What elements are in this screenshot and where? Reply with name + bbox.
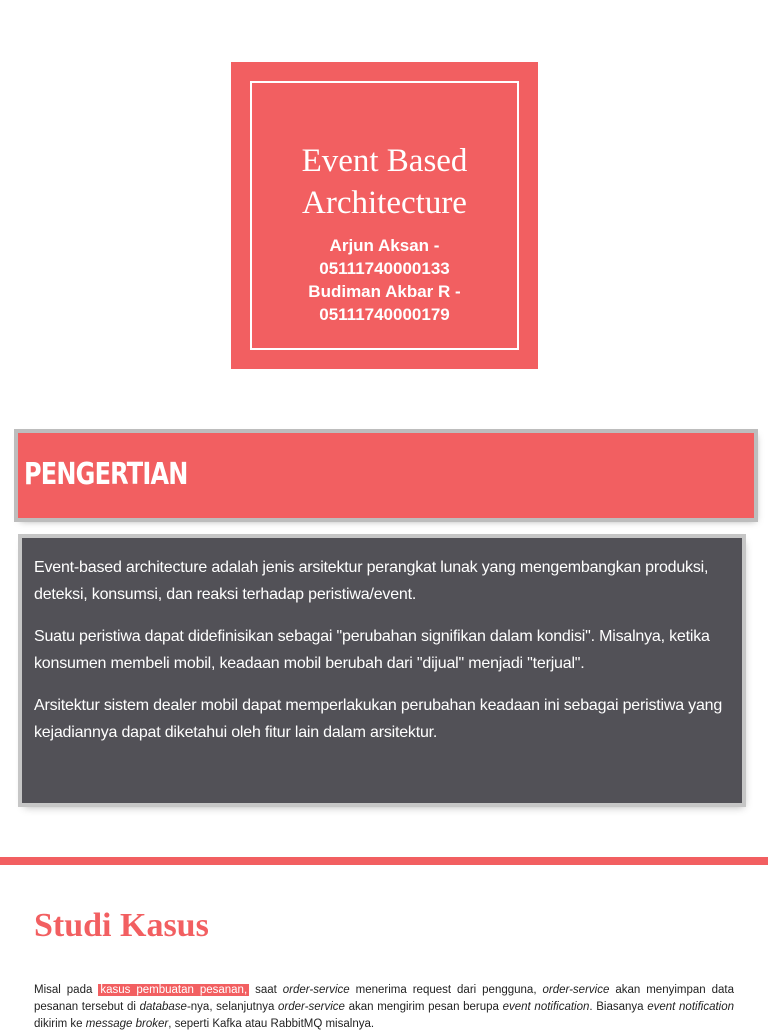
authors [231,234,538,326]
case-text: akan menyimpan data pesanan tersebut di [34,984,734,1013]
case-study-title: Studi Kasus [34,907,209,944]
case-term: order-service [282,984,350,996]
case-term: message broker [85,1018,169,1030]
case-term: event notification [647,1001,735,1013]
definition-paragraph-3: Arsitektur sistem dealer mobil dapat memperlakukan perubahan keadaan ini sebagai peristiwa yang kejadiannya dapat diketahui oleh fitur lain dalam arsitektur. [34,697,723,741]
title-card [231,62,538,369]
document-title [231,140,538,224]
case-text: Misal pada [34,984,99,996]
definition-paragraph-1: Event-based architecture adalah jenis arsitektur perangkat lunak yang mengembangkan produksi, deteksi, konsumsi, dan reaksi terhadap peristiwa/event. [34,559,709,603]
case-text: -nya, selanjutnya [186,1001,279,1013]
case-term: order-service [542,984,610,996]
case-term: database [139,1001,187,1013]
case-text: menerima request dari pengguna, [349,984,543,996]
case-term: order-service [278,1001,345,1013]
case-term: event notification [502,1001,590,1013]
section-header-label: PENGERTIAN [24,457,188,492]
case-text: , seperti Kafka atau RabbitMQ misalnya. [168,1018,375,1030]
definition-paragraph-2: Suatu peristiwa dapat didefinisikan sebagai "perubahan signifikan dalam kondisi". Misalnya, ketika konsumen membeli mobil, keadaan mobil berubah dari "dijual" menjadi "terjual". [34,628,710,672]
case-text: . Biasanya [589,1001,648,1013]
definition-panel [22,538,742,803]
title-line-2: Architecture [302,185,467,221]
author-2-name: Budiman Akbar R - [308,282,461,301]
author-1-id: 05111740000133 [319,259,450,278]
section-header [18,433,754,518]
section-divider [0,857,768,865]
case-text: dikirim ke [34,1018,86,1030]
title-line-1: Event Based [301,143,468,179]
highlighted-phrase: kasus pembuatan pesanan, [100,984,248,996]
case-text: akan mengirim pesan berupa [344,1001,503,1013]
case-study-paragraph [34,982,734,1033]
case-text: saat [249,984,283,996]
author-1-name: Arjun Aksan - [329,236,440,255]
author-2-id: 05111740000179 [319,305,450,324]
